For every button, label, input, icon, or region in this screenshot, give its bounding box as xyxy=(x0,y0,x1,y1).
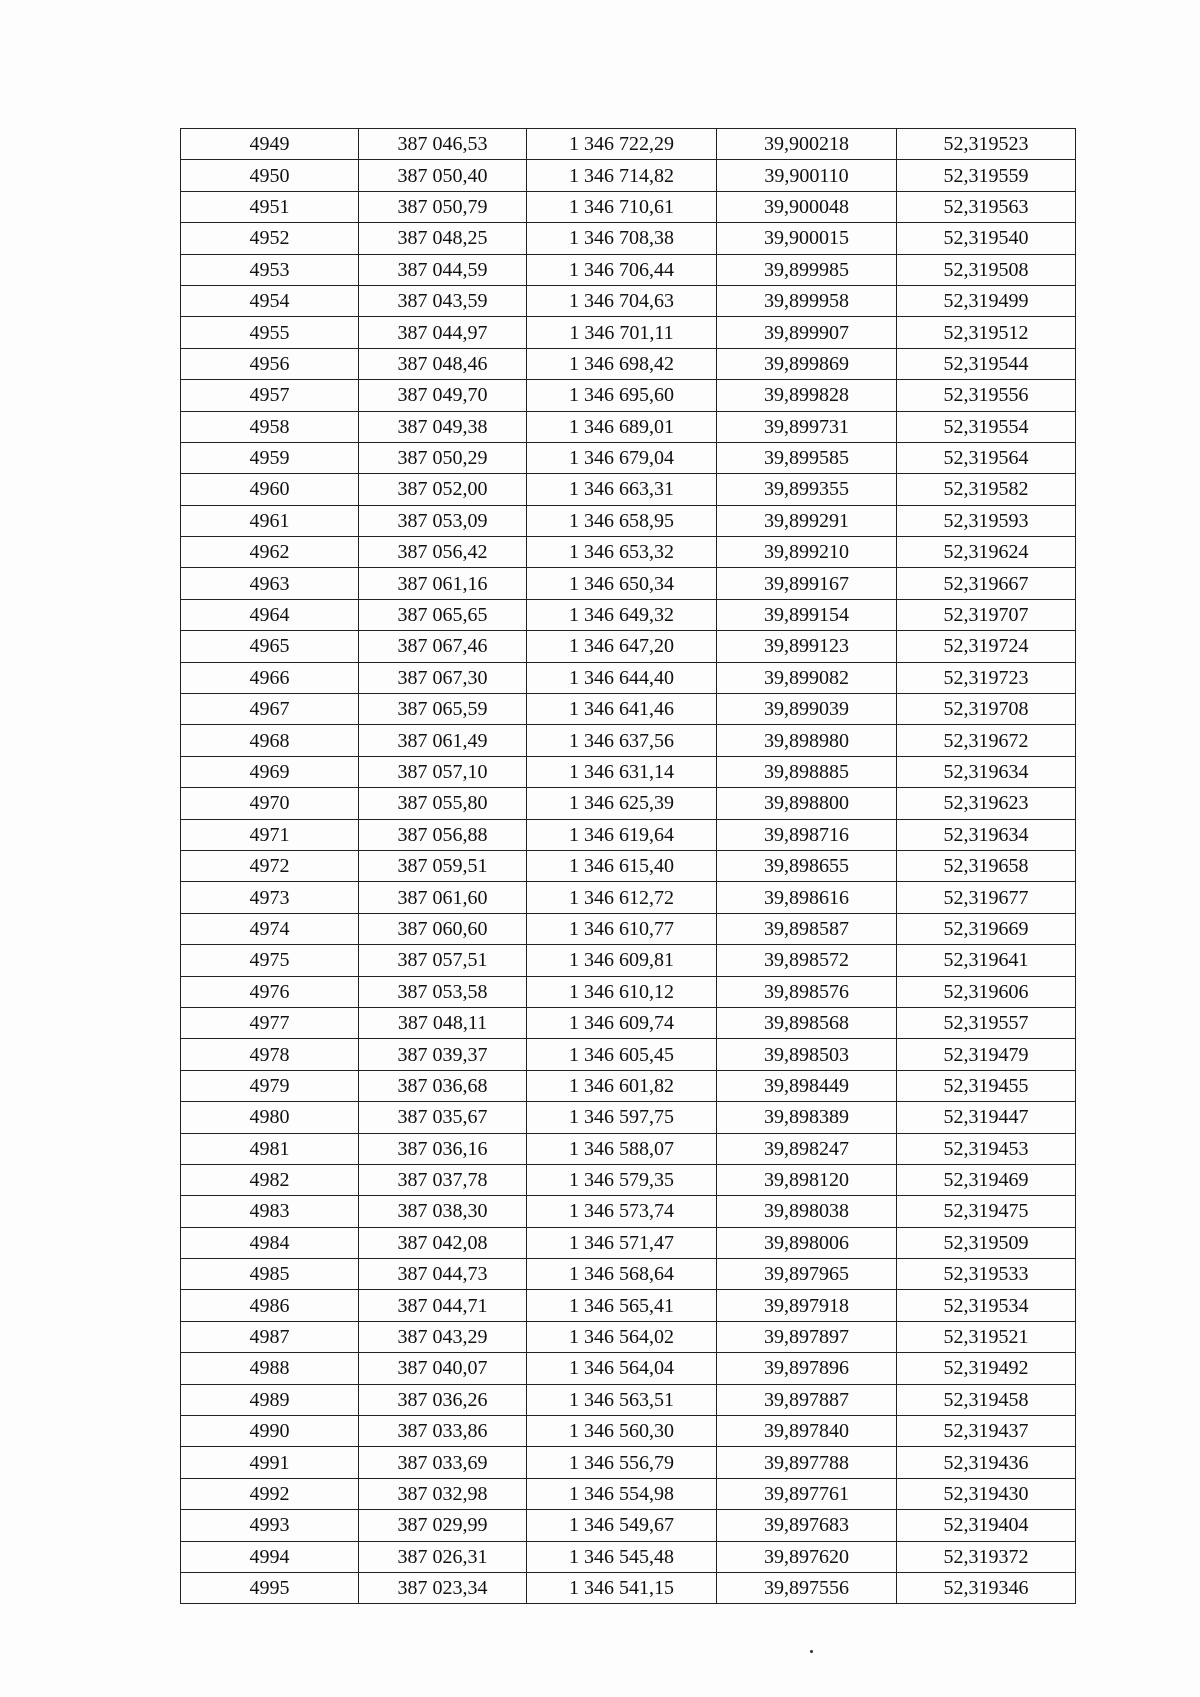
latitude-cell: 39,898885 xyxy=(717,756,897,787)
latitude-cell: 39,899731 xyxy=(717,411,897,442)
x-coordinate-cell: 387 032,98 xyxy=(359,1478,527,1509)
point-number-cell: 4972 xyxy=(181,850,359,881)
y-coordinate-cell: 1 346 563,51 xyxy=(527,1384,717,1415)
y-coordinate-cell: 1 346 706,44 xyxy=(527,254,717,285)
table-row xyxy=(181,317,1076,348)
table-row xyxy=(181,160,1076,191)
scan-dot xyxy=(810,1650,813,1653)
latitude-cell: 39,897965 xyxy=(717,1259,897,1290)
y-coordinate-cell: 1 346 653,32 xyxy=(527,537,717,568)
x-coordinate-cell: 387 057,10 xyxy=(359,756,527,787)
point-number-cell: 4969 xyxy=(181,756,359,787)
point-number-cell: 4993 xyxy=(181,1510,359,1541)
x-coordinate-cell: 387 056,42 xyxy=(359,537,527,568)
point-number-cell: 4956 xyxy=(181,348,359,379)
latitude-cell: 39,897887 xyxy=(717,1384,897,1415)
x-coordinate-cell: 387 036,68 xyxy=(359,1070,527,1101)
point-number-cell: 4958 xyxy=(181,411,359,442)
point-number-cell: 4973 xyxy=(181,882,359,913)
point-number-cell: 4991 xyxy=(181,1447,359,1478)
y-coordinate-cell: 1 346 695,60 xyxy=(527,380,717,411)
table-row xyxy=(181,694,1076,725)
longitude-cell: 52,319492 xyxy=(897,1353,1076,1384)
point-number-cell: 4955 xyxy=(181,317,359,348)
longitude-cell: 52,319707 xyxy=(897,599,1076,630)
y-coordinate-cell: 1 346 647,20 xyxy=(527,631,717,662)
y-coordinate-cell: 1 346 573,74 xyxy=(527,1196,717,1227)
table-row xyxy=(181,1259,1076,1290)
y-coordinate-cell: 1 346 631,14 xyxy=(527,756,717,787)
latitude-cell: 39,898576 xyxy=(717,976,897,1007)
longitude-cell: 52,319437 xyxy=(897,1416,1076,1447)
table-row xyxy=(181,1572,1076,1603)
x-coordinate-cell: 387 049,70 xyxy=(359,380,527,411)
latitude-cell: 39,900015 xyxy=(717,223,897,254)
latitude-cell: 39,899585 xyxy=(717,442,897,473)
latitude-cell: 39,898006 xyxy=(717,1227,897,1258)
longitude-cell: 52,319677 xyxy=(897,882,1076,913)
table-row xyxy=(181,1447,1076,1478)
x-coordinate-cell: 387 048,25 xyxy=(359,223,527,254)
longitude-cell: 52,319533 xyxy=(897,1259,1076,1290)
x-coordinate-cell: 387 060,60 xyxy=(359,913,527,944)
latitude-cell: 39,899039 xyxy=(717,694,897,725)
latitude-cell: 39,898503 xyxy=(717,1039,897,1070)
table-row xyxy=(181,1070,1076,1101)
point-number-cell: 4976 xyxy=(181,976,359,1007)
y-coordinate-cell: 1 346 649,32 xyxy=(527,599,717,630)
point-number-cell: 4990 xyxy=(181,1416,359,1447)
latitude-cell: 39,900048 xyxy=(717,191,897,222)
longitude-cell: 52,319667 xyxy=(897,568,1076,599)
x-coordinate-cell: 387 052,00 xyxy=(359,474,527,505)
point-number-cell: 4984 xyxy=(181,1227,359,1258)
latitude-cell: 39,899869 xyxy=(717,348,897,379)
table-row xyxy=(181,1196,1076,1227)
x-coordinate-cell: 387 065,65 xyxy=(359,599,527,630)
coordinates-table-body xyxy=(181,129,1076,1604)
x-coordinate-cell: 387 061,16 xyxy=(359,568,527,599)
point-number-cell: 4995 xyxy=(181,1572,359,1603)
x-coordinate-cell: 387 036,16 xyxy=(359,1133,527,1164)
y-coordinate-cell: 1 346 644,40 xyxy=(527,662,717,693)
table-row xyxy=(181,1290,1076,1321)
longitude-cell: 52,319508 xyxy=(897,254,1076,285)
longitude-cell: 52,319455 xyxy=(897,1070,1076,1101)
y-coordinate-cell: 1 346 610,77 xyxy=(527,913,717,944)
point-number-cell: 4949 xyxy=(181,129,359,160)
table-row xyxy=(181,1416,1076,1447)
point-number-cell: 4983 xyxy=(181,1196,359,1227)
table-row xyxy=(181,1384,1076,1415)
x-coordinate-cell: 387 059,51 xyxy=(359,850,527,881)
y-coordinate-cell: 1 346 556,79 xyxy=(527,1447,717,1478)
point-number-cell: 4979 xyxy=(181,1070,359,1101)
table-row xyxy=(181,1007,1076,1038)
longitude-cell: 52,319724 xyxy=(897,631,1076,662)
latitude-cell: 39,898389 xyxy=(717,1102,897,1133)
longitude-cell: 52,319624 xyxy=(897,537,1076,568)
table-row xyxy=(181,568,1076,599)
longitude-cell: 52,319523 xyxy=(897,129,1076,160)
longitude-cell: 52,319672 xyxy=(897,725,1076,756)
point-number-cell: 4971 xyxy=(181,819,359,850)
y-coordinate-cell: 1 346 541,15 xyxy=(527,1572,717,1603)
latitude-cell: 39,898247 xyxy=(717,1133,897,1164)
longitude-cell: 52,319557 xyxy=(897,1007,1076,1038)
table-row xyxy=(181,1102,1076,1133)
point-number-cell: 4968 xyxy=(181,725,359,756)
table-row xyxy=(181,348,1076,379)
table-row xyxy=(181,913,1076,944)
y-coordinate-cell: 1 346 564,04 xyxy=(527,1353,717,1384)
x-coordinate-cell: 387 043,29 xyxy=(359,1321,527,1352)
longitude-cell: 52,319634 xyxy=(897,819,1076,850)
point-number-cell: 4954 xyxy=(181,285,359,316)
y-coordinate-cell: 1 346 701,11 xyxy=(527,317,717,348)
x-coordinate-cell: 387 033,86 xyxy=(359,1416,527,1447)
point-number-cell: 4959 xyxy=(181,442,359,473)
x-coordinate-cell: 387 055,80 xyxy=(359,788,527,819)
y-coordinate-cell: 1 346 710,61 xyxy=(527,191,717,222)
point-number-cell: 4982 xyxy=(181,1164,359,1195)
table-row xyxy=(181,223,1076,254)
x-coordinate-cell: 387 036,26 xyxy=(359,1384,527,1415)
table-row xyxy=(181,756,1076,787)
longitude-cell: 52,319469 xyxy=(897,1164,1076,1195)
latitude-cell: 39,897788 xyxy=(717,1447,897,1478)
latitude-cell: 39,898616 xyxy=(717,882,897,913)
x-coordinate-cell: 387 048,46 xyxy=(359,348,527,379)
y-coordinate-cell: 1 346 571,47 xyxy=(527,1227,717,1258)
longitude-cell: 52,319430 xyxy=(897,1478,1076,1509)
latitude-cell: 39,898800 xyxy=(717,788,897,819)
x-coordinate-cell: 387 044,59 xyxy=(359,254,527,285)
x-coordinate-cell: 387 026,31 xyxy=(359,1541,527,1572)
longitude-cell: 52,319559 xyxy=(897,160,1076,191)
latitude-cell: 39,897896 xyxy=(717,1353,897,1384)
longitude-cell: 52,319623 xyxy=(897,788,1076,819)
point-number-cell: 4994 xyxy=(181,1541,359,1572)
y-coordinate-cell: 1 346 679,04 xyxy=(527,442,717,473)
longitude-cell: 52,319512 xyxy=(897,317,1076,348)
longitude-cell: 52,319521 xyxy=(897,1321,1076,1352)
latitude-cell: 39,898449 xyxy=(717,1070,897,1101)
y-coordinate-cell: 1 346 708,38 xyxy=(527,223,717,254)
point-number-cell: 4987 xyxy=(181,1321,359,1352)
latitude-cell: 39,899907 xyxy=(717,317,897,348)
y-coordinate-cell: 1 346 601,82 xyxy=(527,1070,717,1101)
longitude-cell: 52,319606 xyxy=(897,976,1076,1007)
longitude-cell: 52,319723 xyxy=(897,662,1076,693)
longitude-cell: 52,319499 xyxy=(897,285,1076,316)
latitude-cell: 39,898038 xyxy=(717,1196,897,1227)
latitude-cell: 39,899167 xyxy=(717,568,897,599)
latitude-cell: 39,898716 xyxy=(717,819,897,850)
y-coordinate-cell: 1 346 609,74 xyxy=(527,1007,717,1038)
x-coordinate-cell: 387 029,99 xyxy=(359,1510,527,1541)
latitude-cell: 39,898120 xyxy=(717,1164,897,1195)
table-row xyxy=(181,788,1076,819)
longitude-cell: 52,319582 xyxy=(897,474,1076,505)
table-row xyxy=(181,850,1076,881)
point-number-cell: 4975 xyxy=(181,945,359,976)
y-coordinate-cell: 1 346 625,39 xyxy=(527,788,717,819)
table-row xyxy=(181,1039,1076,1070)
longitude-cell: 52,319669 xyxy=(897,913,1076,944)
table-row xyxy=(181,976,1076,1007)
latitude-cell: 39,899154 xyxy=(717,599,897,630)
latitude-cell: 39,899355 xyxy=(717,474,897,505)
point-number-cell: 4963 xyxy=(181,568,359,599)
x-coordinate-cell: 387 023,34 xyxy=(359,1572,527,1603)
point-number-cell: 4966 xyxy=(181,662,359,693)
table-row xyxy=(181,254,1076,285)
x-coordinate-cell: 387 037,78 xyxy=(359,1164,527,1195)
point-number-cell: 4950 xyxy=(181,160,359,191)
longitude-cell: 52,319556 xyxy=(897,380,1076,411)
latitude-cell: 39,897897 xyxy=(717,1321,897,1352)
longitude-cell: 52,319634 xyxy=(897,756,1076,787)
latitude-cell: 39,899123 xyxy=(717,631,897,662)
longitude-cell: 52,319346 xyxy=(897,1572,1076,1603)
y-coordinate-cell: 1 346 689,01 xyxy=(527,411,717,442)
y-coordinate-cell: 1 346 565,41 xyxy=(527,1290,717,1321)
table-row xyxy=(181,380,1076,411)
x-coordinate-cell: 387 053,58 xyxy=(359,976,527,1007)
point-number-cell: 4962 xyxy=(181,537,359,568)
table-row xyxy=(181,945,1076,976)
table-row xyxy=(181,1510,1076,1541)
table-row xyxy=(181,129,1076,160)
y-coordinate-cell: 1 346 698,42 xyxy=(527,348,717,379)
table-row xyxy=(181,1321,1076,1352)
table-row xyxy=(181,1541,1076,1572)
x-coordinate-cell: 387 033,69 xyxy=(359,1447,527,1478)
longitude-cell: 52,319708 xyxy=(897,694,1076,725)
table-row xyxy=(181,819,1076,850)
point-number-cell: 4986 xyxy=(181,1290,359,1321)
latitude-cell: 39,899985 xyxy=(717,254,897,285)
x-coordinate-cell: 387 067,46 xyxy=(359,631,527,662)
y-coordinate-cell: 1 346 637,56 xyxy=(527,725,717,756)
point-number-cell: 4951 xyxy=(181,191,359,222)
latitude-cell: 39,897761 xyxy=(717,1478,897,1509)
table-row xyxy=(181,537,1076,568)
x-coordinate-cell: 387 061,49 xyxy=(359,725,527,756)
point-number-cell: 4992 xyxy=(181,1478,359,1509)
latitude-cell: 39,899291 xyxy=(717,505,897,536)
longitude-cell: 52,319593 xyxy=(897,505,1076,536)
x-coordinate-cell: 387 053,09 xyxy=(359,505,527,536)
point-number-cell: 4967 xyxy=(181,694,359,725)
longitude-cell: 52,319404 xyxy=(897,1510,1076,1541)
y-coordinate-cell: 1 346 588,07 xyxy=(527,1133,717,1164)
point-number-cell: 4964 xyxy=(181,599,359,630)
latitude-cell: 39,898587 xyxy=(717,913,897,944)
y-coordinate-cell: 1 346 663,31 xyxy=(527,474,717,505)
x-coordinate-cell: 387 035,67 xyxy=(359,1102,527,1133)
latitude-cell: 39,897683 xyxy=(717,1510,897,1541)
table-row xyxy=(181,1478,1076,1509)
x-coordinate-cell: 387 048,11 xyxy=(359,1007,527,1038)
longitude-cell: 52,319475 xyxy=(897,1196,1076,1227)
longitude-cell: 52,319641 xyxy=(897,945,1076,976)
latitude-cell: 39,899082 xyxy=(717,662,897,693)
y-coordinate-cell: 1 346 564,02 xyxy=(527,1321,717,1352)
table-row xyxy=(181,599,1076,630)
y-coordinate-cell: 1 346 650,34 xyxy=(527,568,717,599)
table-row xyxy=(181,474,1076,505)
table-row xyxy=(181,882,1076,913)
x-coordinate-cell: 387 061,60 xyxy=(359,882,527,913)
latitude-cell: 39,897918 xyxy=(717,1290,897,1321)
point-number-cell: 4980 xyxy=(181,1102,359,1133)
y-coordinate-cell: 1 346 612,72 xyxy=(527,882,717,913)
x-coordinate-cell: 387 065,59 xyxy=(359,694,527,725)
longitude-cell: 52,319436 xyxy=(897,1447,1076,1478)
longitude-cell: 52,319479 xyxy=(897,1039,1076,1070)
latitude-cell: 39,898980 xyxy=(717,725,897,756)
y-coordinate-cell: 1 346 609,81 xyxy=(527,945,717,976)
table-row xyxy=(181,1133,1076,1164)
x-coordinate-cell: 387 038,30 xyxy=(359,1196,527,1227)
y-coordinate-cell: 1 346 704,63 xyxy=(527,285,717,316)
point-number-cell: 4953 xyxy=(181,254,359,285)
latitude-cell: 39,897840 xyxy=(717,1416,897,1447)
y-coordinate-cell: 1 346 714,82 xyxy=(527,160,717,191)
point-number-cell: 4977 xyxy=(181,1007,359,1038)
latitude-cell: 39,898568 xyxy=(717,1007,897,1038)
y-coordinate-cell: 1 346 579,35 xyxy=(527,1164,717,1195)
y-coordinate-cell: 1 346 568,64 xyxy=(527,1259,717,1290)
latitude-cell: 39,900110 xyxy=(717,160,897,191)
longitude-cell: 52,319554 xyxy=(897,411,1076,442)
point-number-cell: 4978 xyxy=(181,1039,359,1070)
x-coordinate-cell: 387 044,73 xyxy=(359,1259,527,1290)
longitude-cell: 52,319447 xyxy=(897,1102,1076,1133)
table-row xyxy=(181,285,1076,316)
point-number-cell: 4960 xyxy=(181,474,359,505)
y-coordinate-cell: 1 346 549,67 xyxy=(527,1510,717,1541)
latitude-cell: 39,899828 xyxy=(717,380,897,411)
point-number-cell: 4988 xyxy=(181,1353,359,1384)
y-coordinate-cell: 1 346 560,30 xyxy=(527,1416,717,1447)
x-coordinate-cell: 387 044,71 xyxy=(359,1290,527,1321)
point-number-cell: 4985 xyxy=(181,1259,359,1290)
x-coordinate-cell: 387 046,53 xyxy=(359,129,527,160)
y-coordinate-cell: 1 346 545,48 xyxy=(527,1541,717,1572)
table-row xyxy=(181,411,1076,442)
point-number-cell: 4965 xyxy=(181,631,359,662)
y-coordinate-cell: 1 346 641,46 xyxy=(527,694,717,725)
table-row xyxy=(181,1227,1076,1258)
table-row xyxy=(181,631,1076,662)
point-number-cell: 4970 xyxy=(181,788,359,819)
table-row xyxy=(181,442,1076,473)
y-coordinate-cell: 1 346 610,12 xyxy=(527,976,717,1007)
y-coordinate-cell: 1 346 597,75 xyxy=(527,1102,717,1133)
x-coordinate-cell: 387 042,08 xyxy=(359,1227,527,1258)
x-coordinate-cell: 387 040,07 xyxy=(359,1353,527,1384)
x-coordinate-cell: 387 067,30 xyxy=(359,662,527,693)
x-coordinate-cell: 387 039,37 xyxy=(359,1039,527,1070)
point-number-cell: 4952 xyxy=(181,223,359,254)
x-coordinate-cell: 387 049,38 xyxy=(359,411,527,442)
latitude-cell: 39,897556 xyxy=(717,1572,897,1603)
longitude-cell: 52,319544 xyxy=(897,348,1076,379)
longitude-cell: 52,319509 xyxy=(897,1227,1076,1258)
x-coordinate-cell: 387 050,40 xyxy=(359,160,527,191)
point-number-cell: 4957 xyxy=(181,380,359,411)
latitude-cell: 39,898572 xyxy=(717,945,897,976)
y-coordinate-cell: 1 346 658,95 xyxy=(527,505,717,536)
x-coordinate-cell: 387 050,29 xyxy=(359,442,527,473)
point-number-cell: 4989 xyxy=(181,1384,359,1415)
table-row xyxy=(181,505,1076,536)
x-coordinate-cell: 387 057,51 xyxy=(359,945,527,976)
y-coordinate-cell: 1 346 615,40 xyxy=(527,850,717,881)
longitude-cell: 52,319453 xyxy=(897,1133,1076,1164)
latitude-cell: 39,898655 xyxy=(717,850,897,881)
x-coordinate-cell: 387 050,79 xyxy=(359,191,527,222)
x-coordinate-cell: 387 056,88 xyxy=(359,819,527,850)
table-row xyxy=(181,1353,1076,1384)
table-row xyxy=(181,1164,1076,1195)
table-row xyxy=(181,191,1076,222)
latitude-cell: 39,899210 xyxy=(717,537,897,568)
y-coordinate-cell: 1 346 554,98 xyxy=(527,1478,717,1509)
point-number-cell: 4981 xyxy=(181,1133,359,1164)
point-number-cell: 4974 xyxy=(181,913,359,944)
y-coordinate-cell: 1 346 605,45 xyxy=(527,1039,717,1070)
longitude-cell: 52,319534 xyxy=(897,1290,1076,1321)
longitude-cell: 52,319658 xyxy=(897,850,1076,881)
latitude-cell: 39,897620 xyxy=(717,1541,897,1572)
longitude-cell: 52,319563 xyxy=(897,191,1076,222)
longitude-cell: 52,319458 xyxy=(897,1384,1076,1415)
table-row xyxy=(181,662,1076,693)
y-coordinate-cell: 1 346 619,64 xyxy=(527,819,717,850)
longitude-cell: 52,319540 xyxy=(897,223,1076,254)
table-row xyxy=(181,725,1076,756)
coordinates-table xyxy=(180,128,1076,1604)
x-coordinate-cell: 387 043,59 xyxy=(359,285,527,316)
point-number-cell: 4961 xyxy=(181,505,359,536)
x-coordinate-cell: 387 044,97 xyxy=(359,317,527,348)
y-coordinate-cell: 1 346 722,29 xyxy=(527,129,717,160)
latitude-cell: 39,900218 xyxy=(717,129,897,160)
longitude-cell: 52,319564 xyxy=(897,442,1076,473)
latitude-cell: 39,899958 xyxy=(717,285,897,316)
longitude-cell: 52,319372 xyxy=(897,1541,1076,1572)
